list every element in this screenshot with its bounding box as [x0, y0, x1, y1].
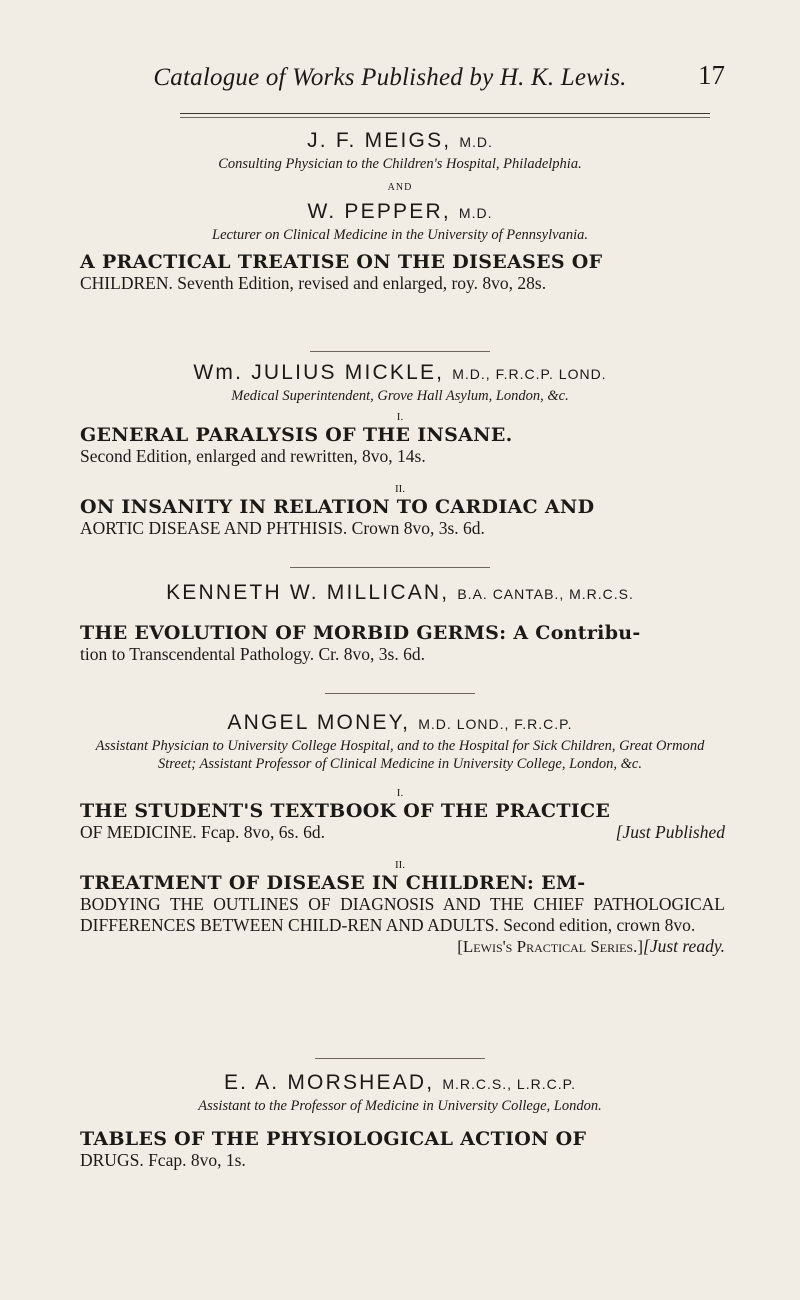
work-title: TABLES OF THE PHYSIOLOGICAL ACTION OF [80, 1128, 587, 1150]
author-role: Medical Superintendent, Grove Hall Asylum, London, &c. [231, 388, 569, 404]
work-entry [0, 1129, 800, 1171]
work-title: A PRACTICAL TREATISE ON THE DISEASES OF [80, 251, 603, 273]
author-name: KENNETH W. MILLICAN, B.A. CANTAB., M.R.C.S. [166, 581, 634, 604]
work-numeral: I. [396, 787, 404, 799]
entry-millican [0, 580, 800, 665]
section-divider [290, 567, 490, 568]
work-entry [0, 623, 800, 665]
publication-note: [Just ready. [643, 936, 725, 956]
work-entry [0, 252, 800, 294]
work-title: ON INSANITY IN RELATION TO CARDIAC AND [80, 496, 595, 518]
author-name: J. F. MEIGS, M.D. [307, 129, 493, 152]
author-name: E. A. MORSHEAD, M.R.C.S., L.R.C.P. [223, 1071, 577, 1094]
work-details: OF MEDICINE. Fcap. 8vo, 6s. 6d. [Just Published [80, 822, 725, 842]
work-details: AORTIC DISEASE AND PHTHISIS. Crown 8vo, 3s. 6d. [80, 518, 485, 538]
header-rule-lower [180, 117, 710, 118]
entry-mickle [0, 360, 800, 539]
page-number: 17 [698, 60, 725, 90]
entry-money [0, 710, 800, 957]
work-title: GENERAL PARALYSIS OF THE INSANE. [80, 424, 513, 446]
work-details: CHILDREN. Seventh Edition, revised and enlarged, roy. 8vo, 28s. [80, 273, 547, 293]
work-details: BODYING THE OUTLINES OF DIAGNOSIS AND THE CHIEF PATHOLOGICAL DIFFERENCES BETWEEN CHILD-REN AND ADULTS. Second edition, crown 8vo. [Just ready. [80, 894, 725, 956]
running-head: Catalogue of Works Published by H. K. Lewis. [153, 64, 627, 91]
author-name: W. PEPPER, M.D. [307, 200, 493, 223]
author-role: Assistant to the Professor of Medicine in University College, London. [198, 1098, 602, 1114]
author-name: ANGEL MONEY, M.D. LOND., F.R.C.P. [227, 711, 573, 734]
work-numeral: II. [394, 483, 406, 495]
work-title: THE EVOLUTION OF MORBID GERMS: A Contribu- [80, 622, 641, 644]
publication-note: [Just Published [615, 822, 725, 842]
author-role: Assistant Physician to University College Hospital, and to the Hospital for Sick Children, Great Ormond Street; Assistant Professor of Clinical Medicine in University College, London, &c. [95, 738, 705, 772]
work-title: THE STUDENT'S TEXTBOOK OF THE PRACTICE [80, 800, 611, 822]
work-numeral: II. [394, 859, 406, 871]
author-name: Wm. JULIUS MICKLE, M.D., F.R.C.P. LOND. [193, 361, 607, 384]
work-numeral: I. [396, 411, 404, 423]
work-title: TREATMENT OF DISEASE IN CHILDREN: EM- [80, 872, 586, 894]
header-rule [180, 113, 710, 114]
section-divider [310, 351, 490, 352]
section-divider [315, 1058, 485, 1059]
work-entry [0, 497, 800, 539]
section-divider [325, 693, 475, 694]
work-details: tion to Transcendental Pathology. Cr. 8vo, 3s. 6d. [80, 644, 425, 664]
author-role: Consulting Physician to the Children's Hospital, Philadelphia. [218, 156, 582, 172]
work-details: DRUGS. Fcap. 8vo, 1s. [80, 1150, 246, 1170]
entry-meigs-pepper [0, 128, 800, 294]
entry-morshead [0, 1070, 800, 1171]
work-entry [0, 801, 800, 843]
work-entry [0, 425, 800, 467]
series-note: [Lewis's Practical Series.] [457, 937, 644, 956]
work-details: Second Edition, enlarged and rewritten, 8vo, 14s. [80, 446, 426, 466]
joiner: AND [387, 182, 413, 193]
author-role: Lecturer on Clinical Medicine in the University of Pennsylvania. [212, 227, 588, 243]
